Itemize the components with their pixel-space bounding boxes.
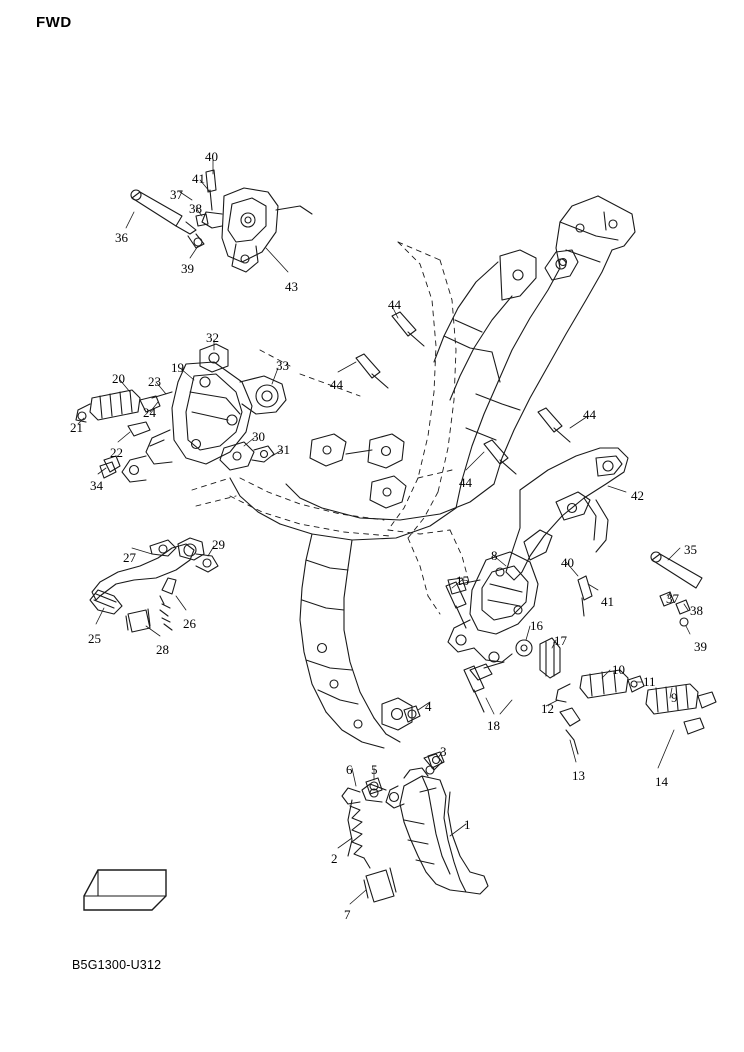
- callout-number-8: 8: [491, 548, 498, 563]
- callout-number-40: 40: [205, 149, 218, 164]
- callout-number-34: 34: [90, 478, 103, 493]
- callout-number-16: 16: [530, 618, 543, 633]
- callout-number-24: 24: [143, 405, 156, 420]
- callout-number-39: 39: [181, 261, 194, 276]
- callout-number-32: 32: [206, 330, 219, 345]
- callout-number-22: 22: [110, 445, 123, 460]
- callout-number-21: 21: [70, 420, 83, 435]
- fwd-label: FWD: [36, 14, 72, 31]
- callout-number-19: 19: [171, 360, 184, 375]
- callout-number-44d: 44: [459, 475, 472, 490]
- callout-number-25: 25: [88, 631, 101, 646]
- callout-number-3: 3: [440, 744, 447, 759]
- part-20-footrest-peg: [76, 390, 172, 436]
- callout-number-23: 23: [148, 374, 161, 389]
- callout-number-38: 38: [189, 201, 202, 216]
- callout-number-31: 31: [277, 442, 290, 457]
- callout-number-40b: 40: [561, 555, 574, 570]
- callout-number-35: 35: [684, 542, 697, 557]
- callout-number-28: 28: [156, 642, 169, 657]
- callout-number-12: 12: [541, 701, 554, 716]
- callout-number-5: 5: [371, 762, 378, 777]
- leader-lines: [78, 160, 690, 904]
- part-25-brake-pedal: [90, 538, 218, 632]
- part-43-bracket: [202, 188, 312, 272]
- callout-number-42: 42: [631, 488, 644, 503]
- callout-number-39b: 39: [694, 639, 707, 654]
- callout-number-36: 36: [115, 230, 128, 245]
- callout-number-4: 4: [425, 699, 432, 714]
- callout-number-10: 10: [612, 662, 625, 677]
- callout-number-41: 41: [192, 171, 205, 186]
- fwd-orientation-marker: [82, 866, 168, 912]
- callout-number-9: 9: [671, 690, 678, 705]
- frame-main-body: [192, 196, 635, 748]
- part-9-footrest-peg-right: [556, 670, 716, 754]
- part-code-label: B5G1300-U312: [72, 958, 162, 972]
- callout-number-1: 1: [464, 817, 471, 832]
- callout-number-44c: 44: [583, 407, 596, 422]
- callout-number-27: 27: [123, 550, 136, 565]
- callout-number-2: 2: [331, 851, 338, 866]
- callout-number-44a: 44: [388, 297, 401, 312]
- part-8-footrest-bracket-right: [448, 552, 538, 680]
- callout-number-44b: 44: [330, 377, 343, 392]
- callout-number-33: 33: [276, 358, 289, 373]
- callout-number-43: 43: [285, 279, 298, 294]
- callout-number-37: 37: [170, 187, 183, 202]
- callout-number-6: 6: [346, 762, 353, 777]
- callout-number-20: 20: [112, 371, 125, 386]
- callout-number-41b: 41: [601, 594, 614, 609]
- callout-number-37b: 37: [666, 591, 679, 606]
- callout-number-29: 29: [212, 537, 225, 552]
- callout-number-14: 14: [655, 774, 668, 789]
- callout-number-38b: 38: [690, 603, 703, 618]
- callout-number-15: 15: [456, 573, 469, 588]
- callout-number-11: 11: [643, 674, 656, 689]
- callout-number-7: 7: [344, 907, 351, 922]
- callout-number-18: 18: [487, 718, 500, 733]
- callout-number-30: 30: [252, 429, 265, 444]
- callout-number-17: 17: [554, 633, 567, 648]
- callout-number-13: 13: [572, 768, 585, 783]
- callout-number-26: 26: [183, 616, 196, 631]
